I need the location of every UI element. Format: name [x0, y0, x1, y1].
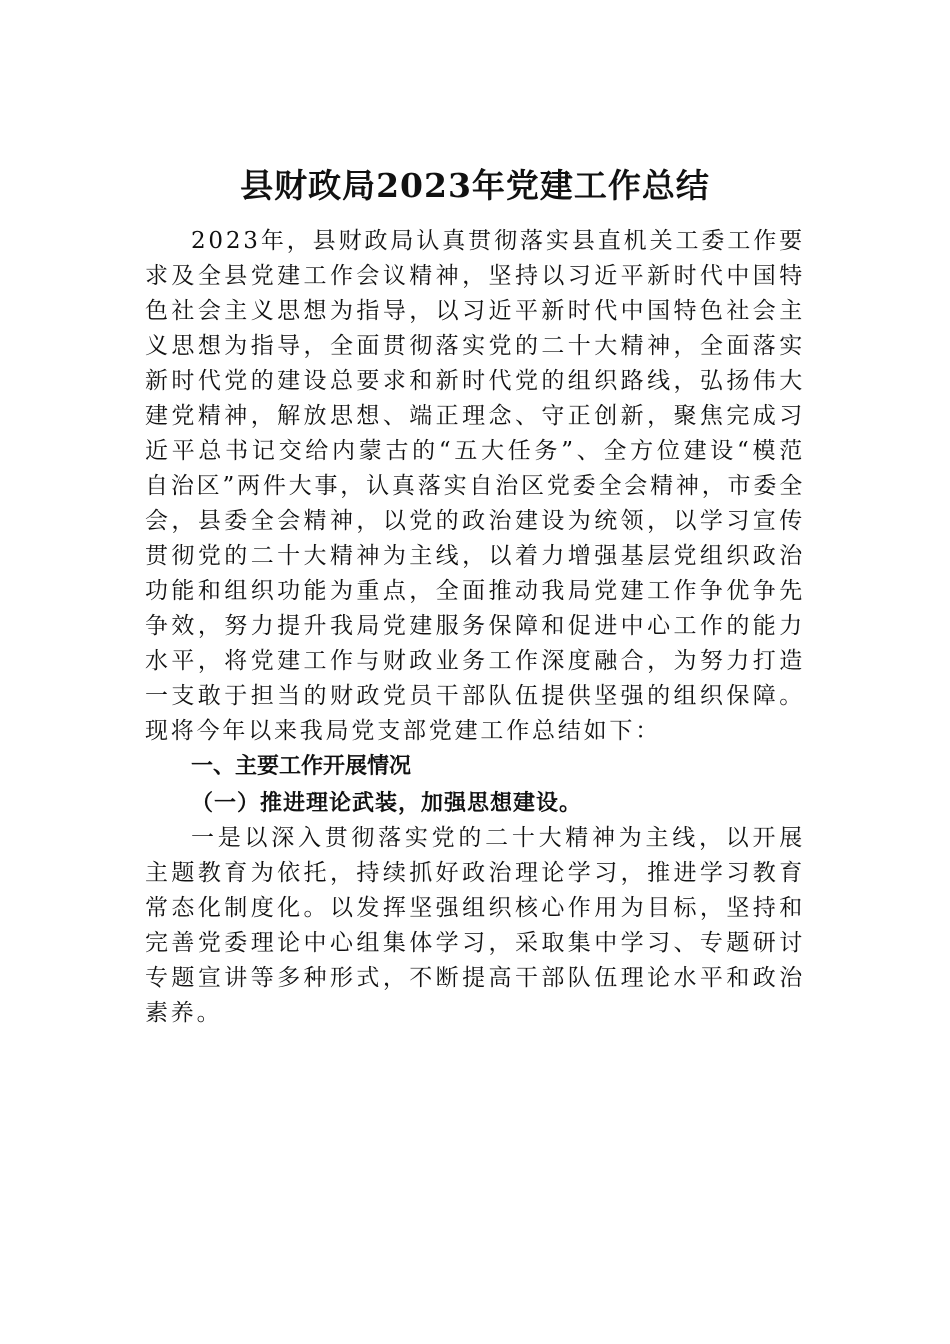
- document-title: 县财政局2023年党建工作总结: [240, 166, 710, 205]
- subsection-heading: （一）推进理论武装，加强思想建设。: [191, 790, 583, 816]
- section-heading: 一、主要工作开展情况: [191, 754, 412, 779]
- document-content: [145, 158, 805, 1031]
- body-paragraph: 一是以深入贯彻落实党的二十大精神为主线，以开展主题教育为依托，持续抓好政治理论学习，推进学习教育常态化制度化。以发挥坚强组织核心作用为目标，坚持和完善党委理论中心组集体学习，采取集中学习、专题研讨专题宣讲等多种形式，不断提高干部队伍理论水平和政治素养。: [145, 825, 805, 1026]
- intro-paragraph: 2023年，县财政局认真贯彻落实县直机关工委工作要求及全县党建工作会议精神，坚持以习近平新时代中国特色社会主义思想为指导，以习近平新时代中国特色社会主义思想为指导，全面贯彻落实党的二十大精神，全面落实新时代党的建设总要求和新时代党的组织路线，弘扬伟大建党精神，解放思想、端正理念、守正创新，聚焦完成习近平总书记交给内蒙古的“五大任务”、全方位建设“模范自治区”两件大事，认真落实自治区党委全会精神，市委全会，县委全会精神，以党的政治建设为统领，以学习宣传贯彻党的二十大精神为主线，以着力增强基层党组织政治功能和组织功能为重点，全面推动我局党建工作争优争先争效，努力提升我局党建服务保障和促进中心工作的能力水平，将党建工作与财政业务工作深度融合，为努力打造一支敢于担当的财政党员干部队伍提供坚强的组织保障。现将今年以来我局党支部党建工作总结如下：: [145, 228, 805, 744]
